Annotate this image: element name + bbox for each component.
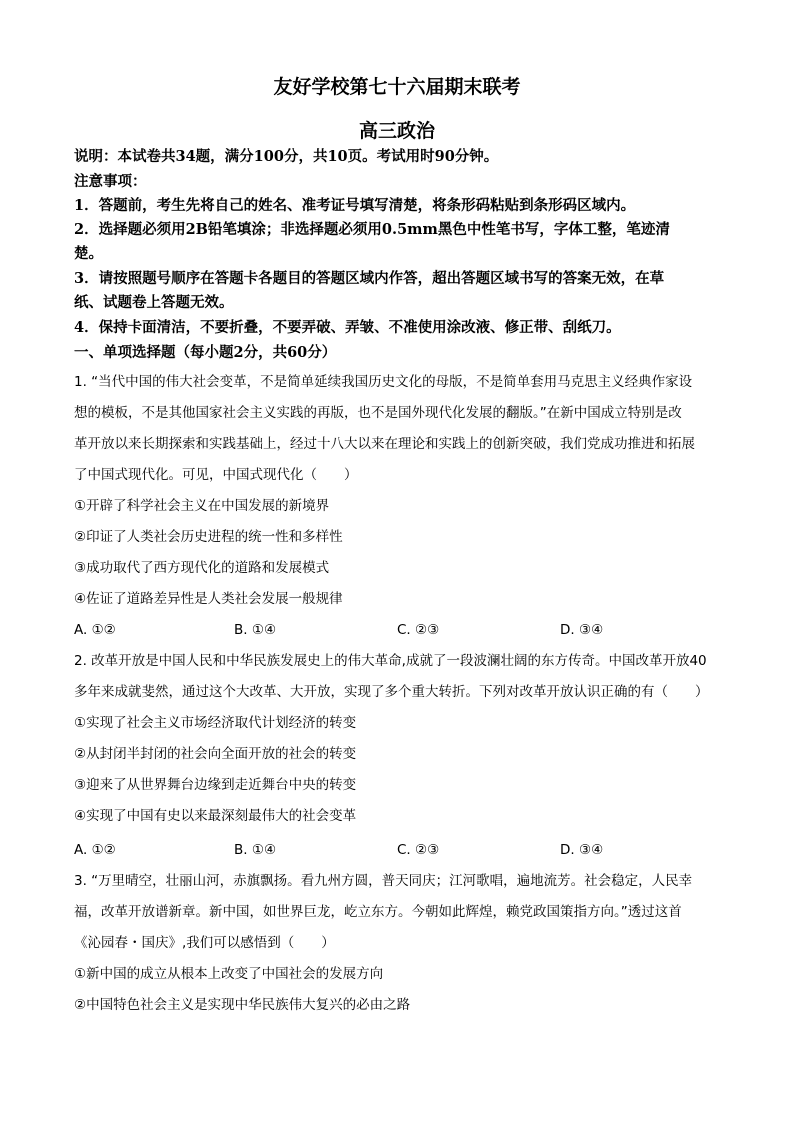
subject-title: 高三政治	[358, 120, 435, 142]
question-1-line: 了中国式现代化。可见，中国式现代化（ ）	[74, 467, 358, 483]
question-1-choice-c: C. ②③	[397, 622, 440, 638]
caution-item-3-line-1: 3．请按照题号顺序在答题卡各题目的答题区域内作答，超出答题区域书写的答案无效，在草	[74, 270, 665, 287]
question-1-statement-1: ①开辟了科学社会主义在中国发展的新境界	[74, 498, 330, 514]
question-2-choice-d: D. ③④	[560, 842, 604, 858]
question-3-line: 《沁园春・国庆》,我们可以感悟到（ ）	[74, 935, 335, 951]
question-3-line: 福，改革开放谱新章。新中国，如世界巨龙，屹立东方。今朝如此辉煌，赖党政国策指方向。”透过这首	[74, 904, 682, 920]
question-1-choice-b: B. ①④	[234, 622, 277, 638]
question-2-statement-1: ①实现了社会主义市场经济取代计划经济的转变	[74, 715, 357, 731]
section-heading: 一、单项选择题（每小题2分，共60分）	[74, 344, 337, 361]
question-1-statement-3: ③成功取代了西方现代化的道路和发展模式	[74, 560, 330, 576]
question-3-statement-2: ②中国特色社会主义是实现中华民族伟大复兴的必由之路	[74, 997, 411, 1013]
question-1-statement-4: ④佐证了道路差异性是人类社会发展一般规律	[74, 591, 343, 607]
caution-item-1: 1．答题前，考生先将自己的姓名、准考证号填写清楚，将条形码粘贴到条形码区域内。	[74, 197, 636, 214]
question-2-statement-3: ③迎来了从世界舞台边缘到走近舞台中央的转变	[74, 777, 357, 793]
caution-item-4: 4．保持卡面清洁，不要折叠，不要弄破、弄皱、不准使用涂改液、修正带、刮纸刀。	[74, 319, 621, 336]
caution-heading: 注意事项：	[74, 173, 147, 190]
caution-item-3-line-2: 纸、试题卷上答题无效。	[74, 294, 234, 311]
question-2-choice-c: C. ②③	[397, 842, 440, 858]
question-3-line: 3. “万里晴空，壮丽山河，赤旗飘扬。看九州方圆，普天同庆；江河歌唱，遍地流芳。社会稳定，人民幸	[74, 873, 693, 889]
question-3-stem	[74, 866, 724, 959]
question-2-line: 2. 改革开放是中国人民和中华民族发展史上的伟大革命,成就了一段波澜壮阔的东方传奇。中国改革开放40	[74, 653, 707, 669]
question-1-stem	[74, 367, 724, 491]
caution-item-2-line-1: 2．选择题必须用2B铅笔填涂；非选择题必须用0.5mm黑色中性笔书写，字体工整，笔迹清	[74, 221, 670, 238]
question-1-line: 想的模板，不是其他国家社会主义实践的再版，也不是国外现代化发展的翻版。”在新中国成立特别是改	[74, 405, 682, 421]
school-title: 友好学校第七十六届期末联考	[273, 76, 521, 98]
caution-item-2-line-2: 楚。	[74, 245, 103, 262]
question-1-choices	[74, 615, 724, 646]
question-1-line: 革开放以来长期探索和实践基础上，经过十八大以来在理论和实践上的创新突破，我们党成功推进和拓展	[74, 436, 695, 452]
question-2-statement-4: ④实现了中国有史以来最深刻最伟大的社会变革	[74, 808, 357, 824]
question-1-choice-d: D. ③④	[560, 622, 604, 638]
question-3-statement-1: ①新中国的成立从根本上改变了中国社会的发展方向	[74, 966, 384, 982]
question-1-statement-2: ②印证了人类社会历史进程的统一性和多样性	[74, 529, 343, 545]
question-2-statement-2: ②从封闭半封闭的社会向全面开放的社会的转变	[74, 746, 357, 762]
question-1-choice-a: A. ①②	[74, 622, 116, 638]
question-1-line: 1. “当代中国的伟大社会变革，不是简单延续我国历史文化的母版，不是简单套用马克思主义经典作家设	[74, 374, 693, 390]
question-2-choices	[74, 835, 724, 866]
question-2-choice-b: B. ①④	[234, 842, 277, 858]
question-2-stem	[74, 646, 724, 708]
question-2-choice-a: A. ①②	[74, 842, 116, 858]
question-2-line: 多年来成就斐然，通过这个大改革、大开放，实现了多个重大转折。下列对改革开放认识正确的有（ ）	[74, 684, 709, 700]
exam-note: 说明：本试卷共34题，满分100分，共10页。考试用时90分钟。	[74, 148, 499, 165]
